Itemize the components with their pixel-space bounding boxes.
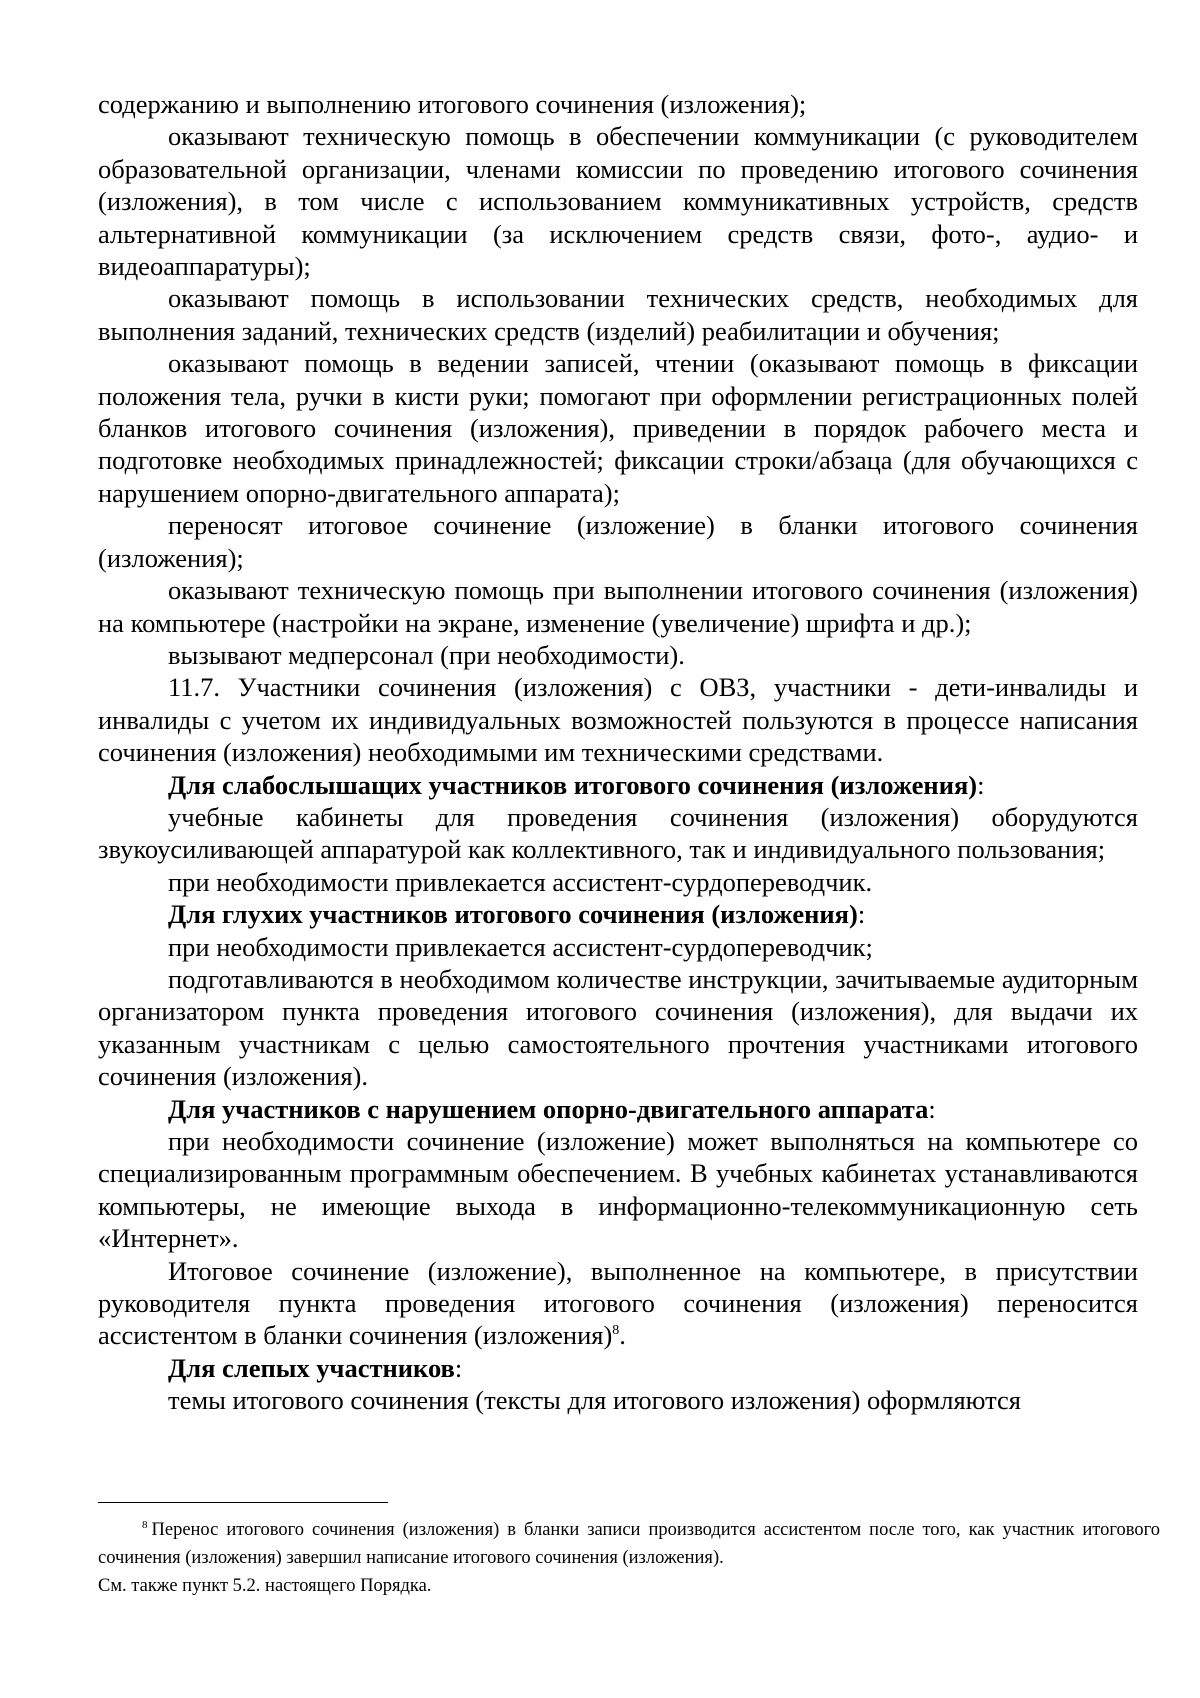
heading-text: Для слабослышащих участников итогового сочинения (изложения) xyxy=(168,769,978,800)
section-heading-deaf xyxy=(98,898,1138,930)
footnote-text xyxy=(98,1516,1160,1572)
heading-text: Для глухих участников итогового сочинения (изложения) xyxy=(168,899,858,930)
footnote xyxy=(98,1516,1160,1600)
paragraph: оказывают помощь в использовании технических средств, необходимых для выполнения заданий, технических средств (изделий) реабилитации и обучения; xyxy=(98,283,1138,346)
paragraph: темы итогового сочинения (тексты для итогового изложения) оформляются xyxy=(168,1385,1021,1416)
body-text xyxy=(98,88,1138,1417)
heading-text: Для участников с нарушением опорно-двигательного аппарата xyxy=(168,1093,929,1124)
heading-colon: : xyxy=(928,1093,936,1124)
heading-text: Для слепых участников xyxy=(168,1352,455,1383)
paragraph: вызывают медперсонал (при необходимости). xyxy=(168,639,685,670)
heading-colon: : xyxy=(454,1352,463,1383)
paragraph: оказывают техническую помощь при выполнении итогового сочинения (изложения) на компьютере (настройки на экране, изменение (увеличение) шрифта и др.); xyxy=(98,575,1138,638)
paragraph: оказывают техническую помощь в обеспечении коммуникации (с руководителем образовательной организации, членами комиссии по проведению итогового сочинения (изложения), в том числе с использованием коммуникативных устройств, средств альтернативной коммуникации (за исключением средств связи, фото-, аудио- и видеоаппаратуры); xyxy=(98,121,1138,282)
footnote-line: Перенос итогового сочинения (изложения) в бланки записи производится ассистентом после того, как участник итогового сочинения (изложения) завершил написание итогового сочинения (изложения). xyxy=(98,1520,1160,1568)
section-heading-hard-of-hearing xyxy=(98,769,1138,801)
paragraph: при необходимости привлекается ассистент-сурдопереводчик. xyxy=(168,866,873,897)
paragraph-text: Итоговое сочинение (изложение), выполненное на компьютере, в присутствии руководителя пункта проведения итогового сочинения (изложения) переносится ассистентом в бланки сочинения (изложения) xyxy=(98,1255,1138,1351)
footnote-marker: 8 xyxy=(142,1518,148,1531)
footnote-reference[interactable]: 8 xyxy=(612,1323,620,1339)
paragraph: оказывают помощь в ведении записей, чтении (оказывают помощь в фиксации положения тела, ручки в кисти руки; помогают при оформлении регистрационных полей бланков итогового сочинения (изложения), приведении в порядок рабочего места и подготовке необходимых принадлежностей; фиксации строки/абзаца (для обучающихся с нарушением опорно-двигательного аппарата); xyxy=(98,348,1138,508)
paragraph: при необходимости привлекается ассистент-сурдопереводчик; xyxy=(168,931,873,962)
heading-colon: : xyxy=(857,899,866,930)
paragraph: учебные кабинеты для проведения сочинения (изложения) оборудуются звукоусиливающей аппаратурой как коллективного, так и индивидуального пользования; xyxy=(98,801,1138,865)
footnote-line-2: См. также пункт 5.2. настоящего Порядка. xyxy=(98,1576,432,1596)
section-heading-musculoskeletal xyxy=(98,1093,1138,1125)
paragraph-end: . xyxy=(619,1320,626,1351)
paragraph: содержанию и выполнению итогового сочинения (изложения); xyxy=(98,89,807,119)
section-heading-blind xyxy=(98,1352,1138,1384)
paragraph: 11.7. Участники сочинения (изложения) с ОВЗ, участники - дети-инвалиды и инвалиды с учетом их индивидуальных возможностей пользуются в процессе написания сочинения (изложения) необходимыми им техническими средствами. xyxy=(98,672,1138,768)
paragraph: подготавливаются в необходимом количестве инструкции, зачитываемые аудиторным организатором пункта проведения итогового сочинения (изложения), для выдачи их указанным участникам с целью самостоятельного прочтения участниками итогового сочинения (изложения). xyxy=(98,963,1138,1092)
heading-colon: : xyxy=(977,769,985,800)
footnote-separator xyxy=(98,1502,388,1503)
paragraph xyxy=(98,1255,1138,1352)
paragraph: при необходимости сочинение (изложение) может выполняться на компьютере со специализированным программным обеспечением. В учебных кабинетах устанавливаются компьютеры, не имеющие выхода в информационно-телекоммуникационную сеть «Интернет». xyxy=(98,1126,1138,1254)
paragraph: переносят итоговое сочинение (изложение) в бланки итогового сочинения (изложения); xyxy=(98,510,1138,573)
